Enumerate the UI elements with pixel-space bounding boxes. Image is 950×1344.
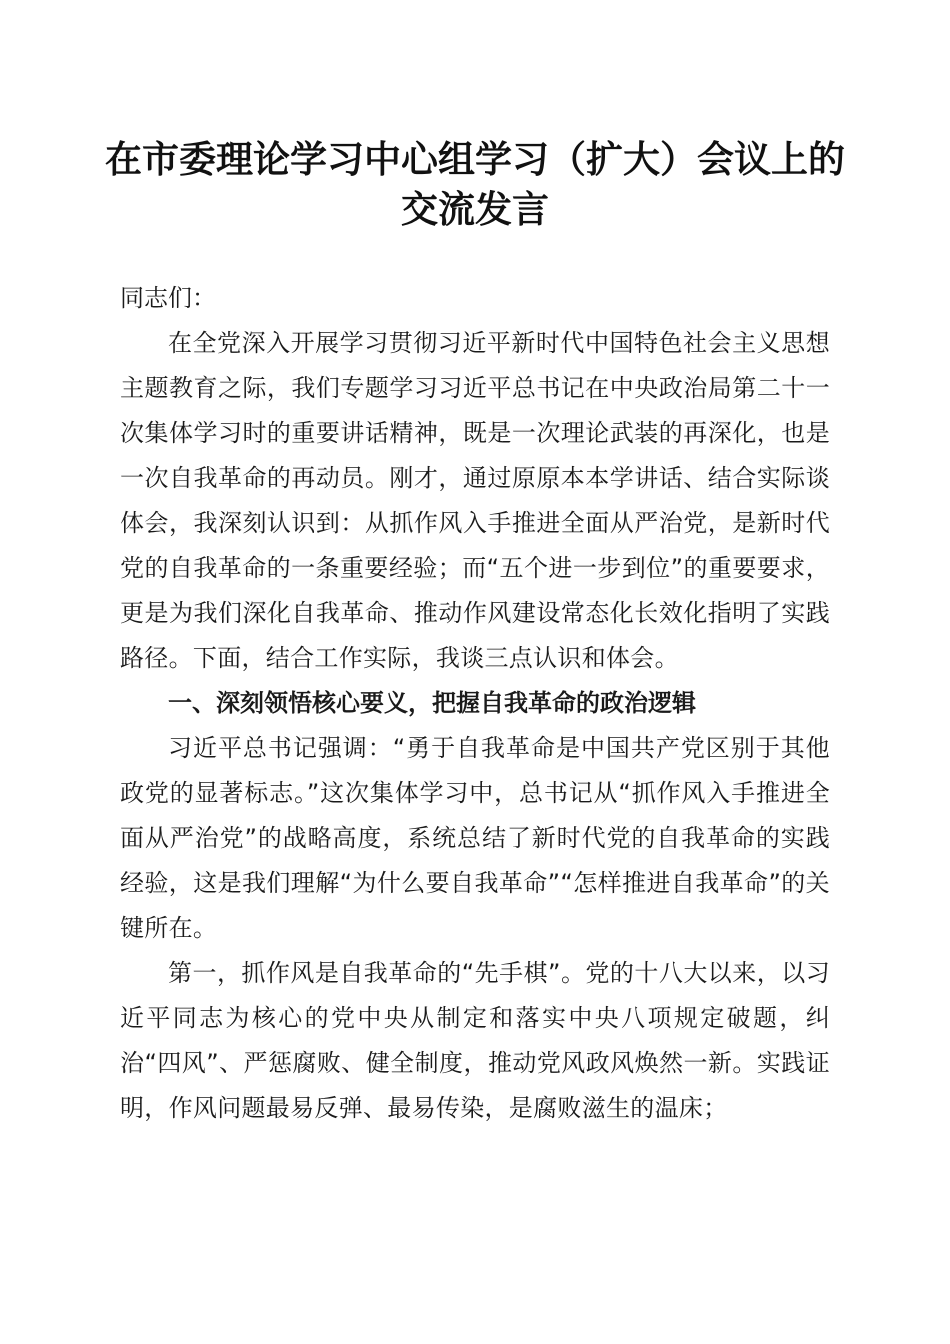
paragraph-intro: 在全党深入开展学习贯彻习近平新时代中国特色社会主义思想主题教育之际，我们专题学习习近平总书记在中央政治局第二十一次集体学习时的重要讲话精神，既是一次理论武装的再深化，也是一次自我革命的再动员。刚才，通过原原本本学讲话、结合实际谈体会，我深刻认识到：从抓作风入手推进全面从严治党，是新时代党的自我革命的一条重要经验；而“五个进一步到位”的重要要求，更是为我们深化自我革命、推动作风建设常态化长效化指明了实践路径。下面，结合工作实际，我谈三点认识和体会。 xyxy=(120,329,830,672)
salutation: 同志们： xyxy=(120,284,216,312)
document-title xyxy=(100,134,850,234)
document-body xyxy=(120,276,830,1131)
title-line-1: 在市委理论学习中心组学习（扩大）会议上的 xyxy=(105,137,845,181)
title-line-2: 交流发言 xyxy=(401,187,549,231)
paragraph-quote: 习近平总书记强调：“勇于自我革命是中国共产党区别于其他政党的显著标志。”这次集体学习中，总书记从“抓作风入手推进全面从严治党”的战略高度，系统总结了新时代党的自我革命的实践经验，这是我们理解“为什么要自我革命”“怎样推进自我革命”的关键所在。 xyxy=(120,734,830,942)
section-heading-1: 一、深刻领悟核心要义，把握自我革命的政治逻辑 xyxy=(168,689,696,717)
paragraph-first-point: 第一，抓作风是自我革命的“先手棋”。党的十八大以来，以习近平同志为核心的党中央从制定和落实中央八项规定破题，纠治“四风”、严惩腐败、健全制度，推动党风政风焕然一新。实践证明，作风问题最易反弹、最易传染，是腐败滋生的温床； xyxy=(120,959,830,1122)
